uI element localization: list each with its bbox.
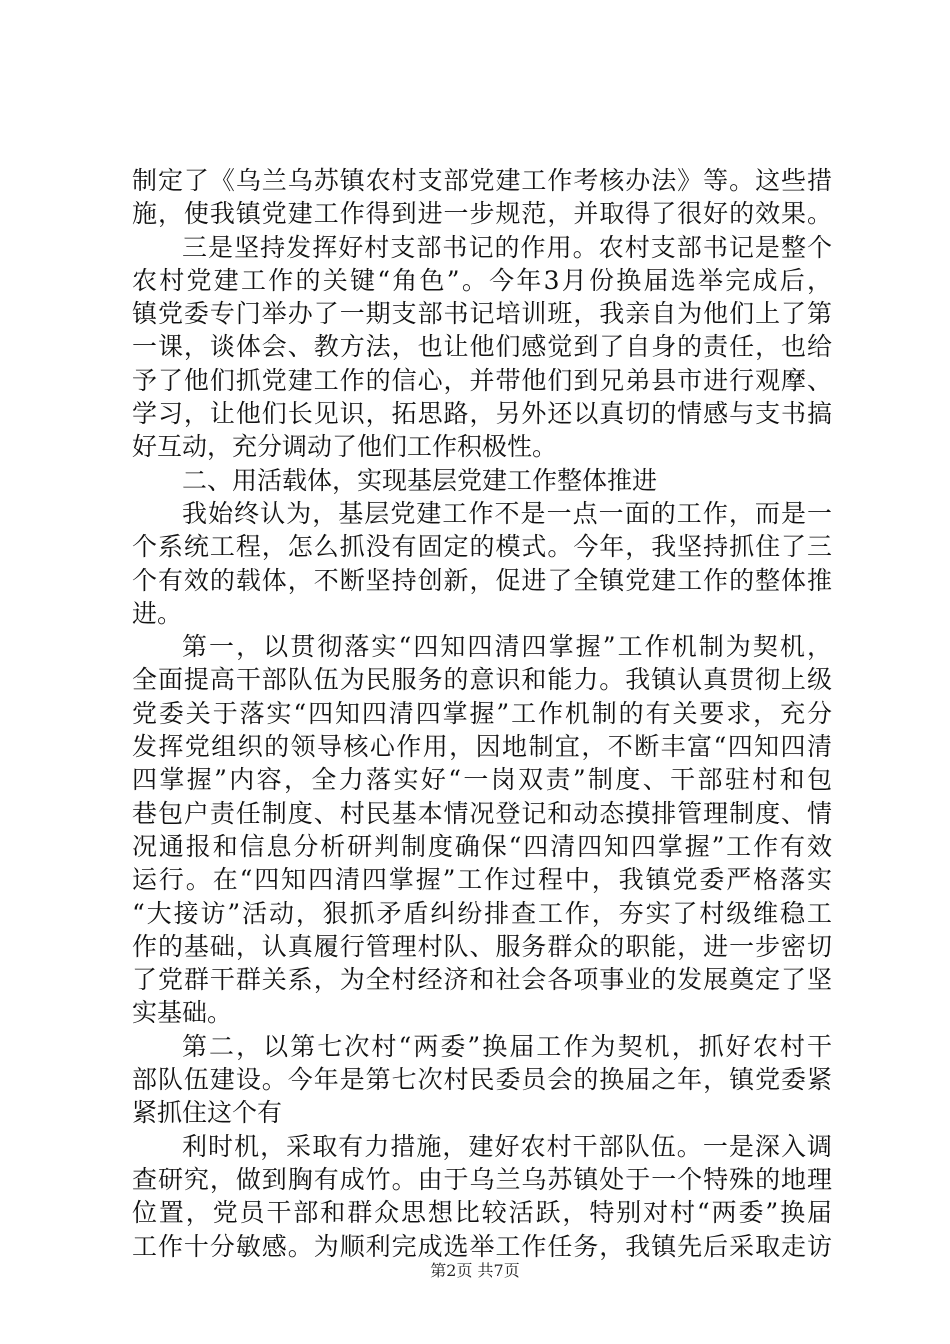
text-line: 一课，谈体会、教方法，也让他们感觉到了自身的责任，也给 (132, 332, 832, 362)
text-line: 查研究，做到胸有成竹。由于乌兰乌苏镇处于一个特殊的地理 (132, 1164, 832, 1194)
text-line: 农村党建工作的关键“角色”。今年3月份换届选举完成后， (132, 265, 832, 295)
text-line: 运行。在“四知四清四掌握”工作过程中，我镇党委严格落实 (132, 865, 832, 895)
text-line: 紧抓住这个有 (132, 1098, 283, 1128)
document-body (132, 164, 832, 1263)
text-line: 部队伍建设。今年是第七次村民委员会的换届之年，镇党委紧 (132, 1065, 832, 1095)
text-line: 了党群干群关系，为全村经济和社会各项事业的发展奠定了坚 (132, 965, 832, 995)
text-line: 好互动，充分调动了他们工作积极性。 (132, 432, 558, 462)
page-number-footer: 第2页 共7页 (430, 1261, 520, 1280)
text-line: 四掌握”内容，全力落实好“一岗双责”制度、干部驻村和包 (132, 765, 832, 795)
text-line: 党委关于落实“四知四清四掌握”工作机制的有关要求，充分 (132, 698, 832, 728)
text-line: 工作十分敏感。为顺利完成选举工作任务，我镇先后采取走访 (132, 1231, 832, 1261)
text-line: 巷包户责任制度、村民基本情况登记和动态摸排管理制度、情 (132, 798, 832, 828)
section-heading: 二、用活载体，实现基层党建工作整体推进 (182, 465, 658, 495)
text-line: 个有效的载体，不断坚持创新，促进了全镇党建工作的整体推 (132, 565, 832, 595)
text-line: 作的基础，认真履行管理村队、服务群众的职能，进一步密切 (132, 931, 832, 961)
text-line: 进。 (132, 598, 183, 628)
text-line: 三是坚持发挥好村支部书记的作用。农村支部书记是整个 (182, 232, 832, 262)
text-line: 施，使我镇党建工作得到进一步规范，并取得了很好的效果。 (132, 199, 832, 229)
text-line: 第二，以第七次村“两委”换届工作为契机，抓好农村干 (182, 1031, 832, 1061)
text-line: 镇党委专门举办了一期支部书记培训班，我亲自为他们上了第 (132, 299, 832, 329)
text-line: 制定了《乌兰乌苏镇农村支部党建工作考核办法》等。这些措 (132, 166, 832, 195)
text-line: 我始终认为，基层党建工作不是一点一面的工作，而是一 (182, 498, 832, 528)
text-line: 学习，让他们长见识，拓思路，另外还以真切的情感与支书搞 (132, 399, 832, 429)
text-line: 利时机，采取有力措施，建好农村干部队伍。一是深入调 (182, 1131, 832, 1161)
text-line: 位置，党员干部和群众思想比较活跃，特别对村“两委”换届 (132, 1198, 832, 1228)
text-line: 第一，以贯彻落实“四知四清四掌握”工作机制为契机， (182, 632, 832, 662)
text-line: 况通报和信息分析研判制度确保“四清四知四掌握”工作有效 (132, 831, 832, 861)
text-line: “大接访”活动，狠抓矛盾纠纷排查工作，夯实了村级维稳工 (132, 898, 832, 928)
text-line: 全面提高干部队伍为民服务的意识和能力。我镇认真贯彻上级 (132, 665, 832, 695)
text-line: 个系统工程，怎么抓没有固定的模式。今年，我坚持抓住了三 (132, 532, 832, 562)
text-line: 予了他们抓党建工作的信心，并带他们到兄弟县市进行观摩、 (132, 365, 832, 395)
text-line: 实基础。 (132, 998, 233, 1028)
text-line: 发挥党组织的领导核心作用，因地制宜，不断丰富“四知四清 (132, 732, 832, 762)
